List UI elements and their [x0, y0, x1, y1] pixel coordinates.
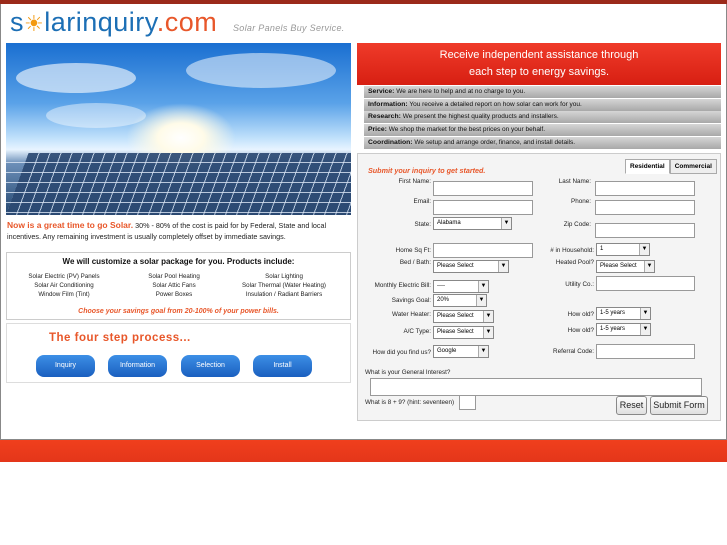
chevron-down-icon: ▼: [478, 346, 488, 357]
form-heading: Submit your inquiry to get started.: [368, 166, 486, 175]
heated-pool-label: Heated Pool?: [555, 259, 594, 266]
product-item: Solar Attic Fans: [152, 282, 196, 289]
bill-select[interactable]: ---- ▼: [433, 280, 489, 293]
heated-pool-select[interactable]: Please Select ▼: [596, 260, 655, 273]
product-item: Solar Air Conditioning: [34, 282, 94, 289]
chevron-down-icon: ▼: [640, 308, 650, 319]
hero-image: [6, 43, 351, 215]
service-row: Coordination: We setup and arrange order, finance, and install details.: [364, 137, 721, 149]
tagline: Solar Panels Buy Service.: [233, 23, 345, 33]
ac-type-label: A/C Type:: [403, 328, 431, 335]
water-heater-select[interactable]: Please Select ▼: [433, 310, 494, 323]
zip-field[interactable]: [595, 223, 695, 238]
chevron-down-icon: ▼: [483, 311, 493, 322]
site-logo[interactable]: s☀larinquiry.com: [10, 7, 218, 37]
phone-label: Phone:: [571, 198, 591, 205]
bill-label: Monthly Electric Bill:: [374, 282, 431, 289]
how-old-label: How old?: [567, 327, 594, 334]
submit-button[interactable]: Submit Form: [650, 396, 708, 415]
first-name-field[interactable]: [433, 181, 533, 196]
utility-label: Utility Co.:: [565, 281, 594, 288]
reset-button[interactable]: Reset: [616, 396, 647, 415]
referral-field[interactable]: [596, 344, 695, 359]
service-row: Information: You receive a detailed report on how solar can work for you.: [364, 99, 721, 111]
assistance-banner: Receive independent assistance through each step to energy savings.: [357, 43, 721, 85]
last-name-label: Last Name:: [558, 178, 591, 185]
service-row: Price: We shop the market for the best prices on your behalf.: [364, 124, 721, 136]
goal-select[interactable]: 20% ▼: [433, 294, 487, 307]
steps-title: The four step process...: [49, 332, 191, 344]
tab-residential[interactable]: Residential: [625, 159, 670, 174]
intro-text: Now is a great time to go Solar. 30% - 80% of the cost is paid for by Federal, State and local incentives. Any remaining investment is usually completely offset by immediate savings.: [7, 220, 327, 241]
how-old-select[interactable]: 1-5 years ▼: [596, 323, 651, 336]
email-field[interactable]: [433, 200, 533, 215]
utility-field[interactable]: [596, 276, 695, 291]
sun-icon: ☀: [24, 11, 45, 36]
state-select[interactable]: Alabama ▼: [433, 217, 512, 230]
savings-note: Choose your savings goal from 20-100% of your power bills.: [78, 308, 279, 315]
chevron-down-icon: ▼: [483, 327, 493, 338]
products-title: We will customize a solar package for you. Products include:: [62, 257, 295, 266]
chevron-down-icon: ▼: [640, 324, 650, 335]
product-item: Solar Pool Heating: [148, 273, 200, 280]
products-box: [6, 252, 351, 320]
product-item: Solar Thermal (Water Heating): [242, 282, 326, 289]
how-old-label: How old?: [567, 311, 594, 318]
ac-type-select[interactable]: Please Select ▼: [433, 326, 494, 339]
step-information-button[interactable]: Information: [108, 355, 167, 377]
footer-bar: [0, 440, 727, 462]
product-item: Insulation / Radiant Barriers: [245, 291, 323, 298]
bed-bath-select[interactable]: Please Select ▼: [433, 260, 509, 273]
chevron-down-icon: ▼: [498, 261, 508, 272]
household-select[interactable]: 1 ▼: [596, 243, 650, 256]
sqft-label: Home Sq Ft:: [395, 247, 431, 254]
interest-textarea[interactable]: [370, 378, 702, 396]
inquiry-form: [357, 153, 721, 421]
captcha-field[interactable]: [459, 395, 476, 410]
bed-bath-label: Bed / Bath:: [399, 259, 431, 266]
captcha-label: What is 8 + 9? (hint: seventeen): [365, 399, 455, 406]
water-heater-label: Water Heater:: [392, 311, 431, 318]
step-inquiry-button[interactable]: Inquiry: [36, 355, 95, 377]
form-tabs: [625, 159, 717, 174]
product-item: Window Film (Tint): [38, 291, 90, 298]
interest-label: What is your General Interest?: [365, 369, 451, 376]
phone-field[interactable]: [595, 200, 695, 215]
last-name-field[interactable]: [595, 181, 695, 196]
chevron-down-icon: ▼: [476, 295, 486, 306]
state-label: State:: [414, 221, 431, 228]
chevron-down-icon: ▼: [478, 281, 488, 292]
tab-commercial[interactable]: Commercial: [670, 159, 717, 174]
service-row: Research: We present the highest quality products and installers.: [364, 111, 721, 123]
chevron-down-icon: ▼: [639, 244, 649, 255]
how-old-select[interactable]: 1-5 years ▼: [596, 307, 651, 320]
product-item: Solar Electric (PV) Panels: [28, 273, 100, 280]
find-us-label: How did you find us?: [372, 349, 431, 356]
referral-label: Referral Code:: [553, 348, 594, 355]
sqft-field[interactable]: [433, 243, 533, 258]
step-selection-button[interactable]: Selection: [181, 355, 240, 377]
steps-box: [6, 323, 351, 383]
intro-highlight: Now is a great time to go Solar.: [7, 220, 134, 230]
chevron-down-icon: ▼: [501, 218, 511, 229]
chevron-down-icon: ▼: [644, 261, 654, 272]
zip-label: Zip Code:: [563, 221, 591, 228]
email-label: Email:: [413, 198, 431, 205]
step-install-button[interactable]: Install: [253, 355, 312, 377]
household-label: # in Household:: [550, 247, 594, 254]
product-item: Solar Lighting: [265, 273, 303, 280]
service-row: Service: We are here to help and at no charge to you.: [364, 86, 721, 98]
find-us-select[interactable]: Google ▼: [433, 345, 489, 358]
goal-label: Savings Goal:: [391, 297, 431, 304]
product-item: Power Boxes: [155, 291, 193, 298]
first-name-label: First Name:: [398, 178, 431, 185]
